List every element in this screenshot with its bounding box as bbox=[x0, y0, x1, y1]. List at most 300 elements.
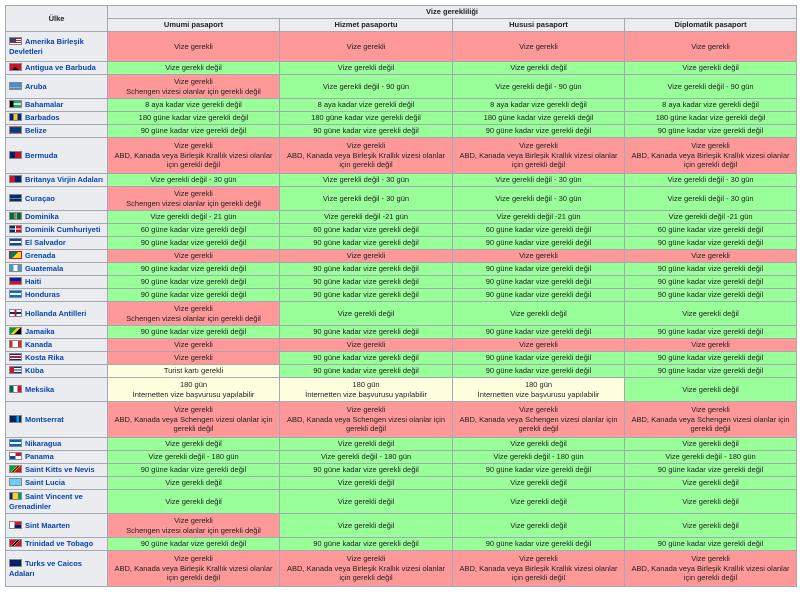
visa-cell-diplomatic bbox=[625, 32, 797, 62]
visa-status-text: Turist kartı gerekli bbox=[163, 366, 224, 376]
table-row bbox=[6, 365, 797, 378]
visa-status-text: Vize gerekli değil bbox=[337, 308, 395, 318]
bermuda-flag-icon bbox=[9, 151, 22, 159]
column-header-ordinary-passport: Umumi pasaport bbox=[108, 19, 280, 32]
visa-status-text: 90 güne kadar vize gerekli değil bbox=[657, 238, 764, 248]
visa-note-text: İnternetten vize başvurusu yapılabilir bbox=[132, 389, 255, 399]
visa-status-text: Vize gerekli değil - 21 gün bbox=[150, 212, 237, 222]
visa-cell-special bbox=[453, 224, 625, 237]
country-cell bbox=[6, 263, 108, 276]
visa-cell-diplomatic bbox=[625, 438, 797, 451]
country-link[interactable]: Meksika bbox=[25, 384, 55, 394]
visa-cell-service bbox=[280, 237, 453, 250]
visa-cell-service bbox=[280, 224, 453, 237]
country-link[interactable]: Saint Vincent ve Grenadinler bbox=[9, 491, 83, 511]
country-cell bbox=[6, 62, 108, 75]
visa-status-text: 8 aya kadar vize gerekli değil bbox=[490, 100, 587, 110]
visa-status-text: 90 güne kadar vize gerekli değil bbox=[657, 264, 764, 274]
table-row bbox=[6, 62, 797, 75]
visa-status-text: Vize gerekli değil - 30 gün bbox=[322, 193, 410, 203]
table-row bbox=[6, 211, 797, 224]
visa-status-text: Vize gerekli bbox=[174, 340, 213, 350]
visa-cell-special bbox=[453, 276, 625, 289]
visa-cell-ordinary bbox=[108, 187, 280, 211]
visa-cell-special bbox=[453, 250, 625, 263]
visa-cell-diplomatic bbox=[625, 112, 797, 125]
visa-status-text: 90 güne kadar vize gerekli değil bbox=[485, 327, 592, 337]
visa-status-text: Vize gerekli değil bbox=[510, 308, 567, 318]
visa-cell-special bbox=[453, 514, 625, 538]
country-cell bbox=[6, 451, 108, 464]
visa-status-text: Vize gerekli değil -21 gün bbox=[496, 212, 581, 222]
visa-status-text: Vize gerekli değil - 30 gün bbox=[150, 175, 237, 185]
visa-cell-special bbox=[453, 75, 625, 99]
visa-status-text: Vize gerekli değil - 30 gün bbox=[495, 193, 582, 203]
country-link[interactable]: Aruba bbox=[25, 81, 47, 91]
table-row bbox=[6, 514, 797, 538]
visa-status-text: Vize gerekli bbox=[174, 76, 213, 86]
visa-status-text: 60 güne kadar vize gerekli değil bbox=[485, 225, 592, 235]
visa-cell-diplomatic bbox=[625, 402, 797, 438]
costarica-flag-icon bbox=[9, 353, 22, 361]
visa-cell-service bbox=[280, 326, 453, 339]
country-link[interactable]: El Salvador bbox=[25, 238, 66, 248]
visa-cell-diplomatic bbox=[625, 464, 797, 477]
country-cell bbox=[6, 551, 108, 587]
belize-flag-icon bbox=[9, 126, 22, 134]
table-row bbox=[6, 237, 797, 250]
visa-status-text: Vize gerekli değil - 180 gün bbox=[320, 452, 412, 462]
table-row bbox=[6, 538, 797, 551]
country-link[interactable]: Barbados bbox=[25, 113, 60, 123]
visa-cell-ordinary bbox=[108, 62, 280, 75]
visa-table-container bbox=[5, 5, 796, 587]
country-link[interactable]: Trinidad ve Tobago bbox=[25, 539, 94, 549]
visa-status-text: 90 güne kadar vize gerekli değil bbox=[313, 264, 419, 274]
visa-cell-diplomatic bbox=[625, 490, 797, 514]
visa-note-text: ABD, Kanada veya Schengen vizesi olanlar için gerekli değil bbox=[286, 414, 445, 434]
visa-status-text: 90 güne kadar vize gerekli değil bbox=[657, 327, 764, 337]
visa-cell-service bbox=[280, 514, 453, 538]
visa-cell-diplomatic bbox=[625, 451, 797, 464]
visa-status-text: Vize gerekli değil bbox=[337, 478, 395, 488]
honduras-flag-icon bbox=[9, 290, 22, 298]
country-cell bbox=[6, 514, 108, 538]
country-link[interactable]: Kosta Rika bbox=[25, 353, 64, 363]
visa-cell-service bbox=[280, 464, 453, 477]
stkitts-flag-icon bbox=[9, 465, 22, 473]
visa-status-text: 90 güne kadar vize gerekli değil bbox=[140, 539, 247, 549]
visa-requirements-table bbox=[5, 5, 797, 587]
bvi-flag-icon bbox=[9, 175, 22, 183]
visa-cell-special bbox=[453, 138, 625, 174]
visa-cell-service bbox=[280, 538, 453, 551]
country-link[interactable]: Saint Lucia bbox=[25, 478, 66, 488]
visa-cell-service bbox=[280, 289, 453, 302]
visa-status-text: 90 güne kadar vize gerekli değil bbox=[313, 539, 419, 549]
visa-cell-ordinary bbox=[108, 438, 280, 451]
country-link[interactable]: Britanya Virjin Adaları bbox=[25, 175, 103, 185]
country-link[interactable]: Panama bbox=[25, 452, 54, 462]
visa-status-text: Vize gerekli değil - 90 gün bbox=[322, 81, 410, 91]
country-cell bbox=[6, 174, 108, 187]
country-link[interactable]: Montserrat bbox=[25, 414, 64, 424]
visa-cell-ordinary bbox=[108, 538, 280, 551]
visa-status-text: Vize gerekli değil bbox=[682, 496, 739, 506]
visa-cell-ordinary bbox=[108, 112, 280, 125]
visa-cell-special bbox=[453, 352, 625, 365]
visa-cell-ordinary bbox=[108, 514, 280, 538]
visa-status-text: 90 güne kadar vize gerekli değil bbox=[485, 290, 592, 300]
haiti-flag-icon bbox=[9, 277, 22, 285]
usa-flag-icon bbox=[9, 37, 22, 45]
visa-cell-ordinary bbox=[108, 289, 280, 302]
visa-status-text: Vize gerekli bbox=[519, 554, 558, 564]
visa-cell-special bbox=[453, 538, 625, 551]
antigua-flag-icon bbox=[9, 63, 22, 71]
visa-status-text: Vize gerekli değil bbox=[682, 384, 739, 394]
visa-note-text: ABD, Kanada veya Schengen vizesi olanlar için gerekli değil bbox=[114, 414, 273, 434]
visa-cell-special bbox=[453, 464, 625, 477]
visa-cell-diplomatic bbox=[625, 263, 797, 276]
country-link[interactable]: Bermuda bbox=[25, 150, 58, 160]
table-row bbox=[6, 352, 797, 365]
visa-cell-diplomatic bbox=[625, 365, 797, 378]
visa-status-text: 180 gün bbox=[524, 379, 553, 389]
table-row bbox=[6, 438, 797, 451]
visa-cell-service bbox=[280, 138, 453, 174]
visa-cell-diplomatic bbox=[625, 477, 797, 490]
visa-status-text: Vize gerekli bbox=[174, 353, 213, 363]
visa-cell-special bbox=[453, 378, 625, 402]
visa-status-text: 60 güne kadar vize gerekli değil bbox=[657, 225, 764, 235]
visa-status-text: Vize gerekli değil bbox=[510, 496, 567, 506]
visa-status-text: Vize gerekli değil - 30 gün bbox=[322, 175, 410, 185]
country-link[interactable]: Honduras bbox=[25, 290, 61, 300]
table-row bbox=[6, 326, 797, 339]
visa-status-text: 8 aya kadar vize gerekli değil bbox=[145, 100, 242, 110]
visa-status-text: Vize gerekli bbox=[346, 141, 386, 151]
visa-cell-service bbox=[280, 75, 453, 99]
country-link[interactable]: Antigua ve Barbuda bbox=[25, 63, 96, 73]
country-column-header: Ülke bbox=[6, 6, 108, 32]
visa-cell-special bbox=[453, 490, 625, 514]
visa-cell-special bbox=[453, 62, 625, 75]
visa-status-text: 90 güne kadar vize gerekli değil bbox=[485, 539, 592, 549]
country-cell bbox=[6, 378, 108, 402]
country-cell bbox=[6, 464, 108, 477]
visa-status-text: 60 güne kadar vize gerekli değil bbox=[313, 225, 419, 235]
country-link[interactable]: Nikaragua bbox=[25, 439, 62, 449]
table-row bbox=[6, 138, 797, 174]
visa-cell-ordinary bbox=[108, 250, 280, 263]
country-link[interactable]: Haiti bbox=[25, 277, 42, 287]
visa-cell-ordinary bbox=[108, 402, 280, 438]
visa-status-text: Vize gerekli değil bbox=[510, 439, 567, 449]
visa-status-text: Vize gerekli bbox=[519, 41, 558, 51]
visa-status-text: 90 güne kadar vize gerekli değil bbox=[657, 277, 764, 287]
country-link[interactable]: Kanada bbox=[25, 340, 53, 350]
jamaica-flag-icon bbox=[9, 327, 22, 335]
country-link[interactable]: Turks ve Caicos Adaları bbox=[9, 558, 82, 578]
visa-status-text: Vize gerekli bbox=[174, 141, 213, 151]
visa-cell-special bbox=[453, 99, 625, 112]
country-cell bbox=[6, 365, 108, 378]
visa-status-text: Vize gerekli bbox=[691, 41, 730, 51]
table-row bbox=[6, 551, 797, 587]
visa-cell-diplomatic bbox=[625, 224, 797, 237]
visa-cell-diplomatic bbox=[625, 187, 797, 211]
visa-cell-service bbox=[280, 125, 453, 138]
canada-flag-icon bbox=[9, 340, 22, 348]
country-link[interactable]: Grenada bbox=[25, 251, 56, 261]
visa-status-text: Vize gerekli bbox=[691, 405, 730, 415]
visa-cell-service bbox=[280, 32, 453, 62]
guatemala-flag-icon bbox=[9, 264, 22, 272]
visa-status-text: Vize gerekli bbox=[691, 251, 730, 261]
country-link[interactable]: Belize bbox=[25, 126, 47, 136]
table-row bbox=[6, 75, 797, 99]
visa-status-text: Vize gerekli bbox=[174, 405, 213, 415]
bahamas-flag-icon bbox=[9, 100, 22, 108]
visa-cell-ordinary bbox=[108, 378, 280, 402]
visa-status-text: Vize gerekli değil bbox=[682, 439, 739, 449]
visa-status-text: 90 güne kadar vize gerekli değil bbox=[313, 327, 419, 337]
visa-cell-diplomatic bbox=[625, 250, 797, 263]
table-row bbox=[6, 451, 797, 464]
visa-cell-diplomatic bbox=[625, 289, 797, 302]
visa-note-text: İnternetten vize başvurusu yapılabilir bbox=[305, 389, 427, 399]
table-row bbox=[6, 490, 797, 514]
visa-status-text: Vize gerekli değil - 180 gün bbox=[148, 452, 239, 462]
visa-cell-special bbox=[453, 402, 625, 438]
visa-status-text: Vize gerekli değil bbox=[337, 520, 395, 530]
visa-status-text: 90 güne kadar vize gerekli değil bbox=[140, 126, 247, 136]
cuba-flag-icon bbox=[9, 366, 22, 374]
country-link[interactable]: Guatemala bbox=[25, 264, 64, 274]
visa-status-text: Vize gerekli değil bbox=[337, 439, 395, 449]
visa-status-text: Vize gerekli değil bbox=[337, 496, 395, 506]
visa-cell-special bbox=[453, 174, 625, 187]
visa-status-text: Vize gerekli bbox=[519, 340, 558, 350]
visa-cell-special bbox=[453, 551, 625, 587]
country-link[interactable]: Küba bbox=[25, 366, 44, 376]
table-row bbox=[6, 112, 797, 125]
stvincent-flag-icon bbox=[9, 492, 22, 500]
visa-cell-diplomatic bbox=[625, 514, 797, 538]
dominica-flag-icon bbox=[9, 212, 22, 220]
visa-status-text: Vize gerekli değil bbox=[682, 308, 739, 318]
country-link[interactable]: Jamaika bbox=[25, 327, 55, 337]
visa-status-text: 90 güne kadar vize gerekli değil bbox=[313, 353, 419, 363]
visa-status-text: Vize gerekli bbox=[519, 405, 558, 415]
visa-status-text: Vize gerekli bbox=[346, 41, 386, 51]
visa-note-text: ABD, Kanada veya Birleşik Krallık vizesi olanlar için gerekli değil bbox=[459, 563, 618, 583]
visa-status-text: Vize gerekli değil bbox=[165, 63, 222, 73]
trinidad-flag-icon bbox=[9, 539, 22, 547]
visa-status-text: Vize gerekli değil - 30 gün bbox=[667, 193, 754, 203]
visa-cell-service bbox=[280, 477, 453, 490]
country-cell bbox=[6, 352, 108, 365]
country-link[interactable]: Saint Kitts ve Nevis bbox=[25, 465, 95, 475]
visa-cell-special bbox=[453, 339, 625, 352]
visa-cell-ordinary bbox=[108, 211, 280, 224]
visa-cell-diplomatic bbox=[625, 302, 797, 326]
visa-note-text: Schengen vizesi olanlar için gerekli değil bbox=[126, 86, 261, 96]
visa-status-text: 90 güne kadar vize gerekli değil bbox=[485, 366, 592, 376]
visa-cell-service bbox=[280, 99, 453, 112]
visa-cell-diplomatic bbox=[625, 339, 797, 352]
visa-status-text: Vize gerekli bbox=[691, 554, 730, 564]
table-row bbox=[6, 125, 797, 138]
visa-status-text: 180 gün bbox=[352, 379, 380, 389]
visa-cell-ordinary bbox=[108, 263, 280, 276]
visa-cell-diplomatic bbox=[625, 99, 797, 112]
visa-status-text: 180 güne kadar vize gerekli değil bbox=[311, 113, 421, 123]
panama-flag-icon bbox=[9, 452, 22, 460]
visa-cell-ordinary bbox=[108, 174, 280, 187]
visa-status-text: Vize gerekli değil bbox=[682, 478, 739, 488]
visa-cell-service bbox=[280, 211, 453, 224]
visa-note-text: ABD, Kanada veya Schengen vizesi olanlar için gerekli değil bbox=[459, 414, 618, 434]
visa-cell-ordinary bbox=[108, 477, 280, 490]
visa-status-text: 90 güne kadar vize gerekli değil bbox=[313, 277, 419, 287]
visa-status-text: 8 aya kadar vize gerekli değil bbox=[317, 100, 415, 110]
visa-status-text: Vize gerekli değil bbox=[682, 520, 739, 530]
visa-note-text: ABD, Kanada veya Birleşik Krallık vizesi olanlar için gerekli değil bbox=[287, 150, 445, 170]
visa-status-text: 180 gün bbox=[179, 379, 208, 389]
visa-cell-special bbox=[453, 365, 625, 378]
visa-cell-service bbox=[280, 551, 453, 587]
visa-status-text: Vize gerekli değil - 30 gün bbox=[667, 175, 754, 185]
visa-cell-ordinary bbox=[108, 237, 280, 250]
visa-cell-special bbox=[453, 451, 625, 464]
visa-status-text: 90 güne kadar vize gerekli değil bbox=[657, 539, 764, 549]
visa-note-text: ABD, Kanada veya Birleşik Krallık vizesi olanlar için gerekli değil bbox=[114, 563, 273, 583]
visa-status-text: 90 güne kadar vize gerekli değil bbox=[313, 238, 419, 248]
nicaragua-flag-icon bbox=[9, 439, 22, 447]
country-cell bbox=[6, 250, 108, 263]
visa-cell-diplomatic bbox=[625, 326, 797, 339]
visa-status-text: Vize gerekli değil bbox=[165, 439, 222, 449]
visa-status-text: 90 güne kadar vize gerekli değil bbox=[485, 126, 592, 136]
visa-note-text: Schengen vizesi olanlar için gerekli değil bbox=[126, 313, 261, 323]
visa-status-text: Vize gerekli değil bbox=[165, 496, 222, 506]
visa-status-text: Vize gerekli değil bbox=[510, 478, 567, 488]
stlucia-flag-icon bbox=[9, 478, 22, 486]
visa-cell-service bbox=[280, 302, 453, 326]
visa-cell-ordinary bbox=[108, 326, 280, 339]
visa-status-text: 90 güne kadar vize gerekli değil bbox=[313, 366, 419, 376]
country-link[interactable]: Curaçao bbox=[25, 193, 56, 203]
visa-cell-diplomatic bbox=[625, 125, 797, 138]
country-link[interactable]: Bahamalar bbox=[25, 100, 64, 110]
country-link[interactable]: Amerika Birleşik Devletleri bbox=[9, 36, 84, 56]
visa-note-text: Schengen vizesi olanlar için gerekli değil bbox=[126, 198, 261, 208]
visa-cell-service bbox=[280, 378, 453, 402]
country-cell bbox=[6, 490, 108, 514]
visa-status-text: Vize gerekli değil bbox=[165, 478, 222, 488]
visa-status-text: Vize gerekli değil -21 gün bbox=[323, 212, 409, 222]
visa-status-text: 180 güne kadar vize gerekli değil bbox=[655, 113, 766, 123]
visa-status-text: Vize gerekli değil - 30 gün bbox=[495, 175, 582, 185]
visa-cell-diplomatic bbox=[625, 551, 797, 587]
visa-status-text: 180 güne kadar vize gerekli değil bbox=[138, 113, 249, 123]
country-cell bbox=[6, 438, 108, 451]
visa-status-text: 90 güne kadar vize gerekli değil bbox=[485, 353, 592, 363]
country-cell bbox=[6, 402, 108, 438]
country-cell bbox=[6, 75, 108, 99]
visa-note-text: ABD, Kanada veya Birleşik Krallık vizesi olanlar için gerekli değil bbox=[631, 563, 790, 583]
country-link[interactable]: Dominika bbox=[25, 212, 59, 222]
country-cell bbox=[6, 477, 108, 490]
visa-cell-ordinary bbox=[108, 551, 280, 587]
visa-status-text: 90 güne kadar vize gerekli değil bbox=[485, 465, 592, 475]
visa-cell-ordinary bbox=[108, 276, 280, 289]
visa-status-text: Vize gerekli bbox=[174, 188, 213, 198]
visa-cell-diplomatic bbox=[625, 174, 797, 187]
visa-status-text: Vize gerekli değil bbox=[510, 520, 567, 530]
visa-cell-special bbox=[453, 32, 625, 62]
table-row bbox=[6, 276, 797, 289]
visa-note-text: Schengen vizesi olanlar için gerekli değil bbox=[126, 525, 261, 535]
visa-cell-service bbox=[280, 339, 453, 352]
visa-note-text: ABD, Kanada veya Birleşik Krallık vizesi olanlar için gerekli değil bbox=[631, 150, 790, 170]
country-link[interactable]: Dominik Cumhuriyeti bbox=[25, 225, 101, 235]
country-link[interactable]: Sint Maarten bbox=[25, 520, 71, 530]
visa-status-text: Vize gerekli değil - 180 gün bbox=[493, 452, 584, 462]
visa-cell-ordinary bbox=[108, 490, 280, 514]
netherlandsantilles-flag-icon bbox=[9, 309, 22, 317]
visa-status-text: Vize gerekli değil - 180 gün bbox=[665, 452, 756, 462]
visa-cell-service bbox=[280, 451, 453, 464]
visa-cell-service bbox=[280, 187, 453, 211]
table-body bbox=[6, 32, 797, 587]
visa-note-text: ABD, Kanada veya Birleşik Krallık vizesi olanlar için gerekli değil bbox=[459, 150, 618, 170]
visa-cell-special bbox=[453, 237, 625, 250]
visa-cell-service bbox=[280, 365, 453, 378]
visa-status-text: Vize gerekli bbox=[174, 251, 213, 261]
visa-cell-ordinary bbox=[108, 365, 280, 378]
visa-cell-service bbox=[280, 112, 453, 125]
visa-status-text: Vize gerekli bbox=[174, 303, 213, 313]
visa-cell-service bbox=[280, 174, 453, 187]
grenada-flag-icon bbox=[9, 251, 22, 259]
turkscaicos-flag-icon bbox=[9, 559, 22, 567]
table-row bbox=[6, 187, 797, 211]
country-link[interactable]: Hollanda Antilleri bbox=[25, 308, 87, 318]
visa-status-text: Vize gerekli değil bbox=[337, 63, 395, 73]
visa-status-text: 90 güne kadar vize gerekli değil bbox=[657, 290, 764, 300]
visa-status-text: 90 güne kadar vize gerekli değil bbox=[140, 264, 247, 274]
visa-status-text: 90 güne kadar vize gerekli değil bbox=[657, 366, 764, 376]
column-header-service-passport: Hizmet pasaportu bbox=[280, 19, 453, 32]
visa-cell-diplomatic bbox=[625, 62, 797, 75]
visa-status-text: Vize gerekli bbox=[691, 141, 730, 151]
country-cell bbox=[6, 276, 108, 289]
visa-requirement-group-header: Vize gerekliliği bbox=[108, 6, 797, 19]
visa-status-text: 90 güne kadar vize gerekli değil bbox=[485, 238, 592, 248]
table-row bbox=[6, 250, 797, 263]
visa-cell-special bbox=[453, 326, 625, 339]
table-row bbox=[6, 339, 797, 352]
visa-status-text: Vize gerekli bbox=[174, 41, 213, 51]
country-cell bbox=[6, 32, 108, 62]
visa-status-text: 90 güne kadar vize gerekli değil bbox=[313, 465, 419, 475]
visa-cell-special bbox=[453, 289, 625, 302]
visa-cell-service bbox=[280, 352, 453, 365]
country-cell bbox=[6, 339, 108, 352]
